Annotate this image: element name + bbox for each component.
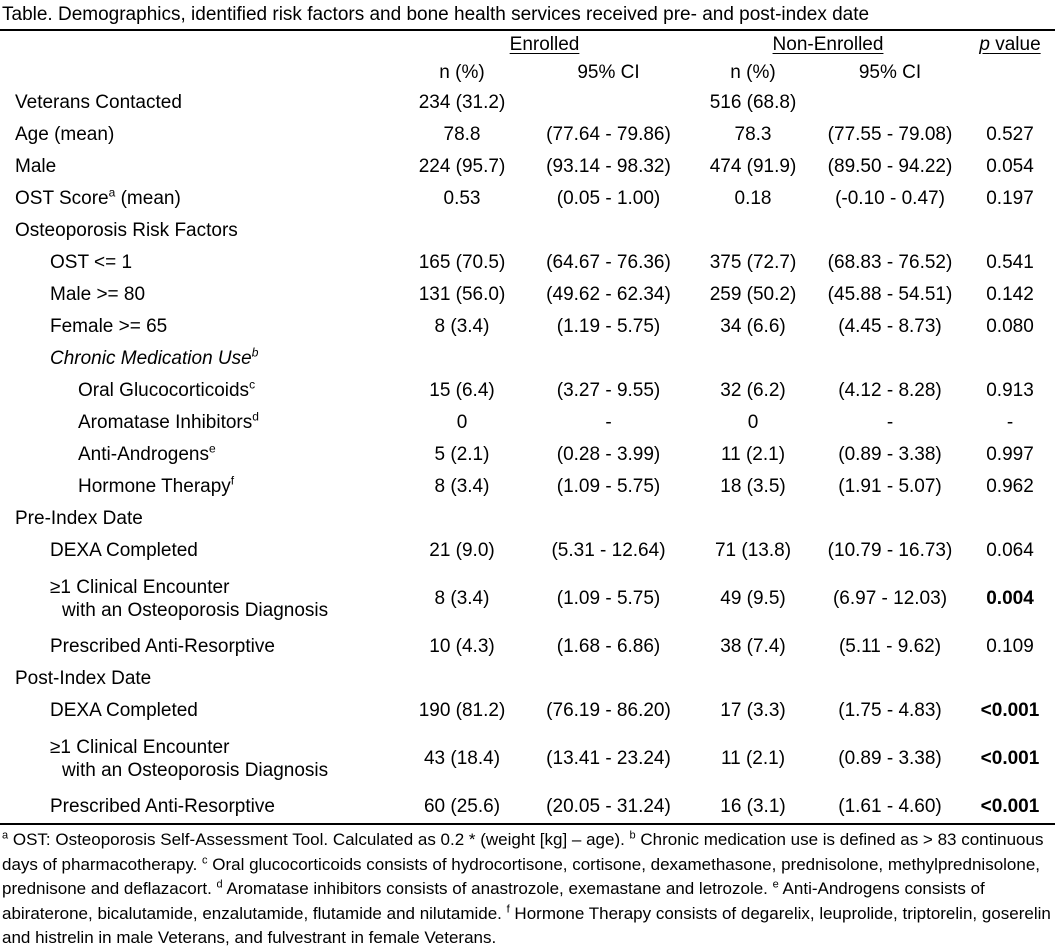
table-row <box>0 471 1055 503</box>
column-header-non-enrolled-n: n (%) <box>730 62 776 83</box>
row-label: Male >= 80 <box>50 284 146 306</box>
table-row <box>0 695 1055 727</box>
cell-enrolled-ci: (1.68 - 6.86) <box>556 636 661 657</box>
cell-enrolled-ci: (64.67 - 76.36) <box>546 252 671 273</box>
cell-enrolled-ci: (0.28 - 3.99) <box>556 444 661 465</box>
cell-enrolled-n: 21 (9.0) <box>429 540 495 561</box>
cell-enrolled-n: 8 (3.4) <box>434 316 490 337</box>
table-row <box>0 151 1055 183</box>
cell-enrolled-ci: (1.19 - 5.75) <box>556 316 661 337</box>
cell-p-value: 0.064 <box>986 540 1034 561</box>
cell-p-value: - <box>1006 412 1014 433</box>
cell-non-enrolled-ci <box>815 215 965 247</box>
cell-enrolled-n: 0.53 <box>443 188 481 209</box>
header-sub-row <box>0 59 1055 87</box>
cell-enrolled-n: 165 (70.5) <box>418 252 506 273</box>
cell-non-enrolled-ci: (0.89 - 3.38) <box>838 748 942 769</box>
cell-enrolled-ci: (77.64 - 79.86) <box>546 124 671 145</box>
cell-non-enrolled-ci <box>815 87 965 119</box>
row-label: Oral Glucocorticoids$^c$ <box>78 378 256 402</box>
footnotes: $^a$ OST: Osteoporosis Self-Assessment Tool. Calculated as 0.2 * (weight [kg] – age). $^b$ Chronic medication use is defined as > 83 continuous days of pharmacotherapy. $^c$ Oral glucocorticoids consists of hydrocortisone, cortisone, dexamethasone, prednisolone, methylprednisolone, prednisone and deflazacort. $^d$ Aromatase inhibitors consists of anastrozole, exemastane and letrozole. $^e$ Anti-Androgens consists of abiraterone, bicalutamide, enzalutamide, flutamide and nilutamide. $^f$ Hormone Therapy consists of degarelix, leuprolide, triptorelin, goserelin and histrelin in male Veterans, and fulvestrant in female Veterans. <box>0 823 1055 951</box>
row-label: Anti-Androgens$^e$ <box>78 442 216 466</box>
cell-enrolled-ci: - <box>605 412 612 433</box>
cell-p-value: <0.001 <box>980 796 1040 817</box>
cell-non-enrolled-n <box>691 343 815 375</box>
row-label: Aromatase Inhibitors$^d$ <box>78 410 259 434</box>
demographics-table <box>0 31 1055 823</box>
cell-enrolled-ci: (3.27 - 9.55) <box>556 380 661 401</box>
row-label: Male <box>15 156 57 178</box>
cell-enrolled-ci: (1.09 - 5.75) <box>556 588 661 609</box>
table-row <box>0 727 1055 791</box>
cell-enrolled-ci: (93.14 - 98.32) <box>546 156 671 177</box>
cell-p-value: 0.054 <box>986 156 1034 177</box>
cell-p-value: 0.080 <box>986 316 1034 337</box>
header-group-row <box>0 31 1055 59</box>
cell-enrolled-n <box>398 215 526 247</box>
cell-p-value <box>965 343 1055 375</box>
table-row <box>0 279 1055 311</box>
column-header-enrolled-ci: 95% CI <box>577 62 640 83</box>
header-label-spacer <box>0 31 398 59</box>
cell-enrolled-n: 224 (95.7) <box>418 156 506 177</box>
cell-non-enrolled-n: 17 (3.3) <box>720 700 786 721</box>
cell-non-enrolled-n <box>691 215 815 247</box>
row-label: OST <= 1 <box>50 252 133 274</box>
row-label: ≥1 Clinical Encounter with an Osteoporosis Diagnosis <box>50 576 329 621</box>
cell-enrolled-n: 43 (18.4) <box>423 748 501 769</box>
row-label: Pre-Index Date <box>15 508 143 530</box>
column-header-p-spacer <box>965 59 1055 87</box>
cell-non-enrolled-n <box>691 663 815 695</box>
p-value-label: p value <box>979 34 1041 55</box>
cell-p-value: <0.001 <box>980 748 1040 769</box>
table-body <box>0 87 1055 823</box>
cell-non-enrolled-n: 0.18 <box>734 188 772 209</box>
row-label: Prescribed Anti-Resorptive <box>50 796 275 818</box>
row-label: Hormone Therapy$^f$ <box>78 474 235 498</box>
cell-enrolled-n: 10 (4.3) <box>429 636 495 657</box>
cell-enrolled-ci: (1.09 - 5.75) <box>556 476 661 497</box>
cell-enrolled-n <box>398 343 526 375</box>
table-row <box>0 119 1055 151</box>
table-row <box>0 87 1055 119</box>
row-label: ≥1 Clinical Encounter with an Osteoporosis Diagnosis <box>50 736 329 781</box>
table-row <box>0 439 1055 471</box>
cell-non-enrolled-n: 0 <box>747 412 759 433</box>
row-label: Female >= 65 <box>50 316 168 338</box>
table-row <box>0 631 1055 663</box>
table-row <box>0 407 1055 439</box>
cell-non-enrolled-n: 32 (6.2) <box>720 380 786 401</box>
cell-non-enrolled-n: 38 (7.4) <box>720 636 786 657</box>
section-row <box>0 343 1055 375</box>
cell-non-enrolled-ci <box>815 663 965 695</box>
cell-non-enrolled-ci: (4.12 - 8.28) <box>838 380 942 401</box>
cell-non-enrolled-n: 474 (91.9) <box>709 156 797 177</box>
cell-enrolled-ci: (20.05 - 31.24) <box>546 796 671 817</box>
column-group-non-enrolled <box>691 31 965 59</box>
cell-non-enrolled-n: 375 (72.7) <box>709 252 797 273</box>
table-header <box>0 31 1055 87</box>
cell-non-enrolled-ci: (1.61 - 4.60) <box>838 796 942 817</box>
table-row <box>0 311 1055 343</box>
cell-enrolled-n: 78.8 <box>443 124 481 145</box>
section-row <box>0 663 1055 695</box>
cell-p-value <box>965 503 1055 535</box>
cell-p-value: 0.527 <box>986 124 1034 145</box>
column-header-non-enrolled-ci: 95% CI <box>858 62 922 83</box>
cell-enrolled-ci: (49.62 - 62.34) <box>546 284 671 305</box>
cell-non-enrolled-n: 11 (2.1) <box>720 444 786 465</box>
cell-p-value: 0.541 <box>986 252 1034 273</box>
table-row <box>0 535 1055 567</box>
cell-p-value: 0.913 <box>986 380 1034 401</box>
section-row <box>0 503 1055 535</box>
row-label: Post-Index Date <box>15 668 152 690</box>
cell-p-value: 0.197 <box>986 188 1034 209</box>
section-row <box>0 215 1055 247</box>
cell-p-value: 0.109 <box>986 636 1034 657</box>
cell-non-enrolled-ci <box>815 343 965 375</box>
row-label: Osteoporosis Risk Factors <box>15 220 238 242</box>
cell-p-value <box>965 215 1055 247</box>
cell-enrolled-n: 131 (56.0) <box>418 284 506 305</box>
cell-non-enrolled-ci: (45.88 - 54.51) <box>827 284 953 305</box>
column-p-value <box>965 31 1055 59</box>
cell-non-enrolled-ci: (10.79 - 16.73) <box>827 540 953 561</box>
enrolled-group-label: Enrolled <box>509 34 580 55</box>
cell-p-value <box>965 663 1055 695</box>
cell-enrolled-ci <box>526 663 691 695</box>
cell-enrolled-ci: (0.05 - 1.00) <box>556 188 661 209</box>
cell-p-value: 0.997 <box>986 444 1034 465</box>
column-header-enrolled-n: n (%) <box>439 62 485 83</box>
non-enrolled-group-label: Non-Enrolled <box>772 34 884 55</box>
header-label-spacer <box>0 59 398 87</box>
cell-p-value <box>965 87 1055 119</box>
cell-p-value: 0.142 <box>986 284 1034 305</box>
row-label: DEXA Completed <box>50 700 198 722</box>
cell-enrolled-n: 15 (6.4) <box>429 380 495 401</box>
table-row <box>0 567 1055 631</box>
cell-enrolled-ci <box>526 343 691 375</box>
cell-enrolled-n: 8 (3.4) <box>434 588 490 609</box>
cell-non-enrolled-n: 11 (2.1) <box>720 748 786 769</box>
cell-non-enrolled-ci: (1.75 - 4.83) <box>838 700 942 721</box>
cell-non-enrolled-ci: (68.83 - 76.52) <box>827 252 953 273</box>
cell-enrolled-n: 8 (3.4) <box>434 476 490 497</box>
cell-enrolled-ci <box>526 215 691 247</box>
cell-enrolled-ci: (76.19 - 86.20) <box>546 700 671 721</box>
cell-non-enrolled-ci: (6.97 - 12.03) <box>832 588 948 609</box>
cell-enrolled-ci: (5.31 - 12.64) <box>551 540 666 561</box>
row-label: DEXA Completed <box>50 540 198 562</box>
cell-enrolled-ci: (13.41 - 23.24) <box>546 748 671 769</box>
cell-p-value: 0.962 <box>986 476 1034 497</box>
cell-non-enrolled-n <box>691 503 815 535</box>
cell-non-enrolled-n: 516 (68.8) <box>709 92 797 113</box>
cell-enrolled-n <box>398 503 526 535</box>
cell-non-enrolled-ci: (0.89 - 3.38) <box>838 444 942 465</box>
cell-p-value: <0.001 <box>980 700 1040 721</box>
row-label: Prescribed Anti-Resorptive <box>50 636 275 658</box>
cell-non-enrolled-n: 71 (13.8) <box>714 540 792 561</box>
cell-non-enrolled-n: 18 (3.5) <box>720 476 786 497</box>
cell-non-enrolled-n: 34 (6.6) <box>720 316 786 337</box>
cell-non-enrolled-ci: (89.50 - 94.22) <box>827 156 953 177</box>
row-label: Veterans Contacted <box>15 92 182 114</box>
cell-enrolled-n: 234 (31.2) <box>418 92 506 113</box>
cell-non-enrolled-ci: (5.11 - 9.62) <box>838 636 942 657</box>
cell-enrolled-ci <box>526 87 691 119</box>
cell-enrolled-n: 60 (25.6) <box>423 796 501 817</box>
table-title: Table. Demographics, identified risk factors and bone health services received pre- and post-index date <box>0 0 1055 31</box>
cell-p-value: 0.004 <box>986 588 1034 609</box>
cell-non-enrolled-ci: - <box>886 412 894 433</box>
cell-enrolled-n: 5 (2.1) <box>434 444 490 465</box>
table-row <box>0 183 1055 215</box>
cell-non-enrolled-ci: (-0.10 - 0.47) <box>835 188 945 209</box>
row-label: Age (mean) <box>15 124 115 146</box>
cell-enrolled-n <box>398 663 526 695</box>
cell-enrolled-n: 190 (81.2) <box>418 700 506 721</box>
cell-non-enrolled-n: 16 (3.1) <box>720 796 786 817</box>
cell-non-enrolled-ci: (77.55 - 79.08) <box>827 124 953 145</box>
cell-non-enrolled-n: 78.3 <box>734 124 772 145</box>
row-label: OST Score$^a$ (mean) <box>15 186 181 210</box>
table-row <box>0 247 1055 279</box>
cell-non-enrolled-n: 259 (50.2) <box>709 284 797 305</box>
cell-non-enrolled-ci: (4.45 - 8.73) <box>838 316 942 337</box>
table-row <box>0 791 1055 823</box>
cell-non-enrolled-ci <box>815 503 965 535</box>
column-group-enrolled <box>398 31 691 59</box>
row-label: Chronic Medication Use$^b$ <box>50 346 259 370</box>
cell-non-enrolled-ci: (1.91 - 5.07) <box>838 476 942 497</box>
cell-enrolled-ci <box>526 503 691 535</box>
cell-non-enrolled-n: 49 (9.5) <box>720 588 786 609</box>
cell-enrolled-n: 0 <box>456 412 468 433</box>
table-row <box>0 375 1055 407</box>
